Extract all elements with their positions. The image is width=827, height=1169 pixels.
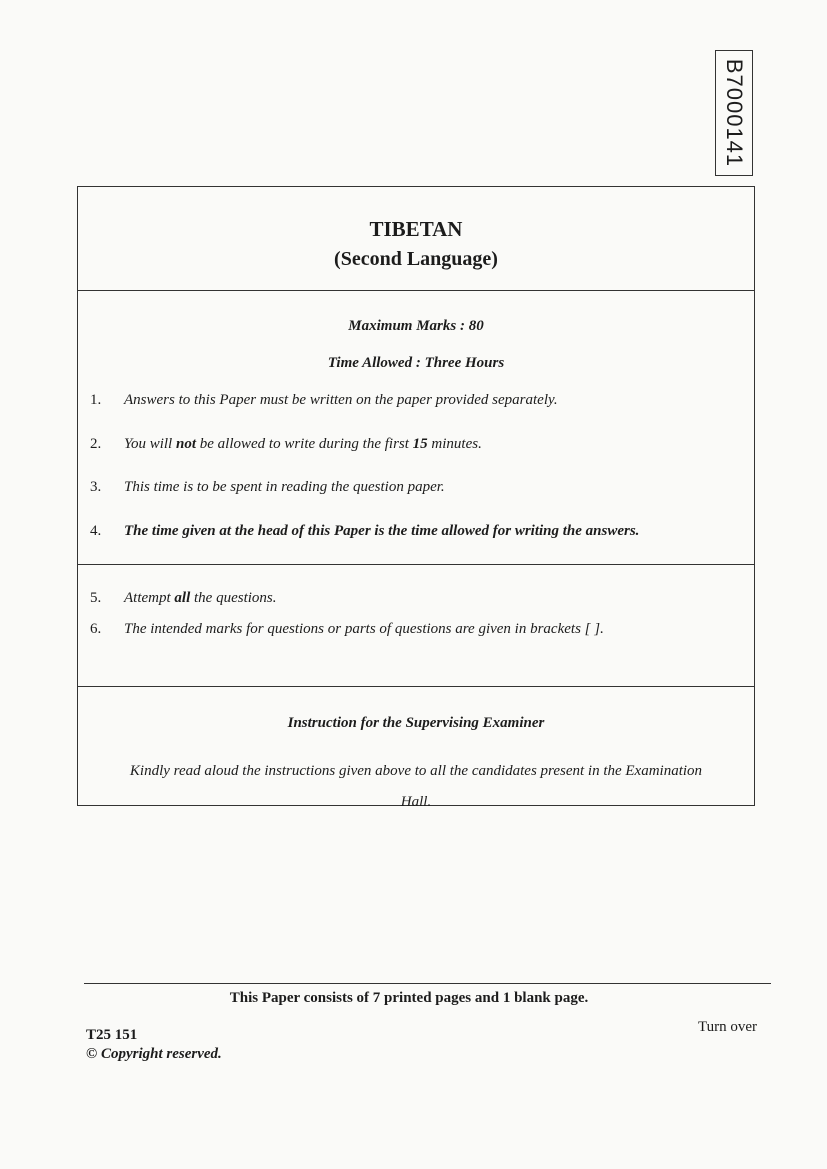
serial-number: B7000141 <box>722 58 748 168</box>
paper-title: TIBETAN <box>369 217 463 241</box>
item-number: 4. <box>90 522 102 539</box>
maximum-marks: Maximum Marks : 80 <box>348 318 484 334</box>
page-count-note: This Paper consists of 7 printed pages and 1 blank page. <box>229 990 589 1006</box>
footer-divider <box>84 983 771 984</box>
attempt-section <box>78 590 754 687</box>
attempt-list <box>78 590 754 652</box>
instruction-item <box>78 590 754 621</box>
instruction-item <box>78 621 754 652</box>
serial-number-box <box>715 50 753 176</box>
turn-over-note: Turn over <box>698 1019 758 1035</box>
item-number: 1. <box>90 392 102 408</box>
instruction-item <box>78 523 754 567</box>
item-number: 6. <box>90 621 102 637</box>
supervisor-heading: Instruction for the Supervising Examiner <box>287 715 545 731</box>
item-text: The time given at the head of this Paper is the time allowed for writing the answers. <box>124 522 640 539</box>
item-text: This time is to be spent in reading the question paper. <box>124 479 445 495</box>
instruction-item <box>78 479 754 523</box>
item-number: 5. <box>90 590 102 606</box>
paper-subtitle: (Second Language) <box>334 248 498 270</box>
instruction-list <box>78 392 754 566</box>
item-text: Answers to this Paper must be written on the paper provided separately. <box>124 392 558 408</box>
item-number: 2. <box>90 435 102 452</box>
time-allowed: Time Allowed : Three Hours <box>327 355 505 371</box>
item-text: The intended marks for questions or parts of questions are given in brackets [ ]. <box>124 621 604 637</box>
instruction-item <box>78 436 754 480</box>
title-section <box>78 187 754 291</box>
paper-code: T25 151 <box>86 1027 138 1043</box>
item-number: 3. <box>90 479 102 495</box>
item-text: You will not be allowed to write during the first 15 minutes. <box>124 435 482 452</box>
supervisor-text: Kindly read aloud the instructions given above to all the candidates present in the Examination Hall. <box>129 763 703 810</box>
instruction-item <box>78 392 754 436</box>
item-text: Attempt all the questions. <box>124 590 277 606</box>
instructions-section <box>78 291 754 565</box>
copyright-note: © Copyright reserved. <box>86 1046 222 1062</box>
supervisor-section <box>78 687 754 830</box>
cover-box <box>77 186 755 810</box>
